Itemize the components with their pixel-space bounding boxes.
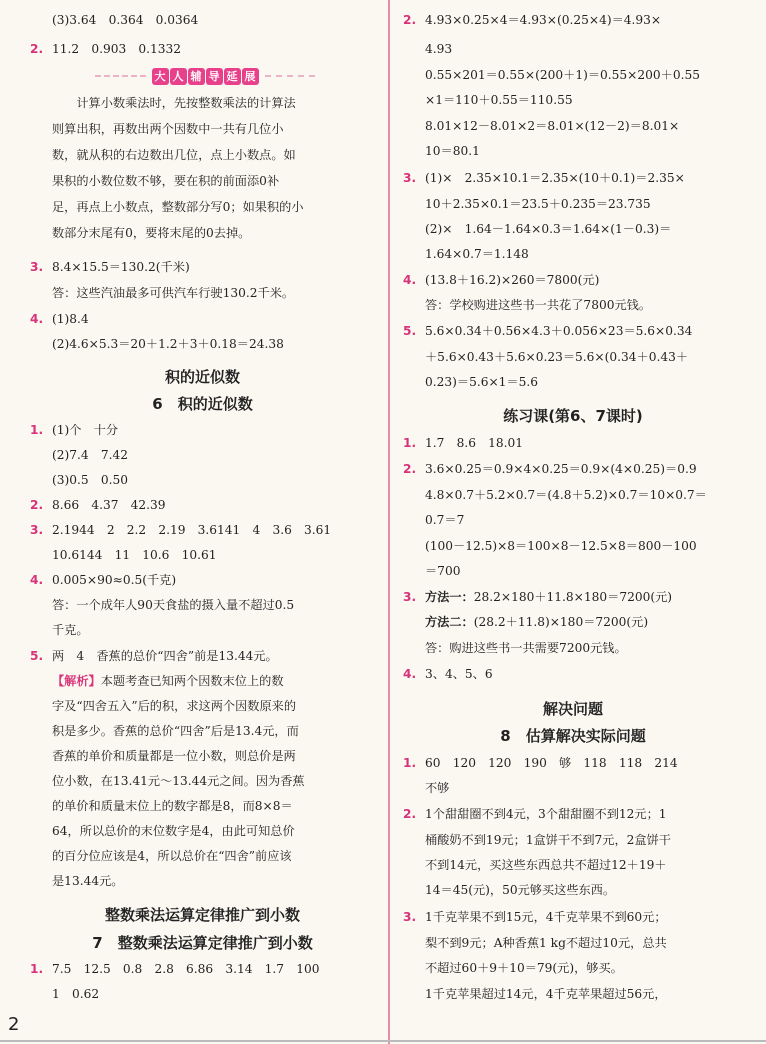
- answer-line: 3. 方法一：28.2×180＋11.8×180＝7200(元): [403, 590, 673, 604]
- answer-line: 桶酸奶不到19元；1盒饼干不到7元，2盒饼干: [425, 833, 671, 847]
- answer-line: 5. 5.6×0.34＋0.56×4.3＋0.056×23＝5.6×0.34: [403, 324, 693, 338]
- tip-paragraph: 数，就从积的右边数出几位，点上小数点。如: [52, 148, 296, 162]
- analysis-line: 的单价和质量末位上的数字都是8，而8×8＝: [52, 799, 293, 813]
- lesson-title: 8 估算解决实际问题: [500, 727, 646, 745]
- answer-line: 1千克苹果超过14元，4千克苹果超过56元，: [425, 987, 667, 1001]
- analysis-tag: 【解析】: [52, 674, 101, 688]
- analysis-line: 积是多少。香蕉的总价“四舍”后是13.4元，而: [52, 724, 299, 738]
- answer-line: 方法二：(28.2＋11.8)×180＝7200(元): [425, 615, 649, 629]
- answer-line: (3)0.5 0.50: [52, 473, 128, 487]
- answer-line: 1. 7.5 12.5 0.8 2.8 6.86 3.14 1.7 100: [30, 962, 320, 976]
- answer-line: ×1＝110＋0.55＝110.55: [425, 93, 573, 107]
- answer-line: 3. 2.1944 2 2.2 2.19 3.6141 4 3.6 3.61: [30, 523, 332, 537]
- answer-line: 不够: [425, 781, 450, 795]
- answer-line: 答：一个成年人90天食盐的摄入量不超过0.5: [52, 598, 295, 612]
- answer-line: 10.6144 11 10.6 10.61: [52, 548, 217, 562]
- answer-line: 3. 1千克苹果不到15元，4千克苹果不到60元；: [403, 910, 667, 924]
- tip-paragraph: 果积的小数位数不够，要在积的前面添0补: [52, 174, 280, 188]
- answer-line: 4.93: [425, 42, 453, 56]
- answer-line: 2. 3.6×0.25＝0.9×4×0.25＝0.9×(4×0.25)＝0.9: [403, 462, 697, 476]
- answer-line: 1. (1)个 十分: [30, 423, 119, 437]
- tip-paragraph: 计算小数乘法时，先按整数乘法的计算法: [52, 96, 296, 110]
- answer-line: ＋5.6×0.43＋5.6×0.23＝5.6×(0.34＋0.43＋: [425, 350, 689, 364]
- bottom-rule: [0, 1040, 766, 1042]
- answer-line: 答：购进这些书一共需要7200元钱。: [425, 641, 627, 655]
- answer-line: 3. 8.4×15.5＝130.2(千米): [30, 260, 190, 274]
- tip-paragraph: 足，再点上小数点，整数部分写0；如果积的小: [52, 200, 304, 214]
- answer-line: 梨不到9元；A种香蕉1 kg不超过10元，总共: [425, 936, 667, 950]
- answer-line: 4. (1)8.4: [30, 312, 89, 326]
- section-title: 解决问题: [542, 700, 603, 718]
- section-title: 整数乘法运算定律推广到小数: [104, 906, 300, 924]
- answer-line: 0.7＝7: [425, 513, 465, 527]
- answer-line: 0.55×201＝0.55×(200＋1)＝0.55×200＋0.55: [425, 68, 700, 82]
- tip-paragraph: 则算出积，再数出两个因数中一共有几位小: [52, 122, 284, 136]
- answer-line: 8.01×12－8.01×2＝8.01×(12－2)＝8.01×: [425, 119, 680, 133]
- analysis-line: 的百分位应该是4，所以总价在“四舍”前应该: [52, 849, 292, 863]
- analysis-line: 位小数，在13.41元～13.44元之间。因为香蕉: [52, 774, 305, 788]
- answer-line: 4. 0.005×90≈0.5(千克): [30, 573, 177, 587]
- answer-line: ＝700: [425, 564, 461, 578]
- answer-line: (3)3.64 0.364 0.0364: [52, 13, 199, 27]
- answer-line: (100－12.5)×8＝100×8－12.5×8＝800－100: [425, 539, 697, 553]
- answer-line: 10＝80.1: [425, 144, 480, 158]
- answer-line: 4. (13.8＋16.2)×260＝7800(元): [403, 273, 600, 287]
- answer-line: 4.8×0.7＋5.2×0.7＝(4.8＋5.2)×0.7＝10×0.7＝: [425, 488, 707, 502]
- answer-line: 14＝45(元)，50元够买这些东西。: [425, 883, 616, 897]
- answer-line: 2. 11.2 0.903 0.1332: [30, 38, 181, 60]
- answer-line: 10＋2.35×0.1＝23.5＋0.235＝23.735: [425, 197, 651, 211]
- section-title: 积的近似数: [164, 368, 240, 386]
- answer-line: 1. 1.7 8.6 18.01: [403, 436, 524, 450]
- lesson-title: 7 整数乘法运算定律推广到小数: [92, 934, 313, 952]
- answer-line: 千克。: [52, 623, 89, 637]
- answer-line: 不超过60＋9＋10＝79(元)，够买。: [425, 961, 623, 975]
- answer-line: 0.23)＝5.6×1＝5.6: [425, 375, 538, 389]
- lesson-title: 6 积的近似数: [152, 395, 253, 413]
- column-divider: [388, 0, 390, 1044]
- answer-line: 2. 4.93×0.25×4＝4.93×(0.25×4)＝4.93×: [403, 13, 662, 27]
- answer-line: 不到14元，买这些东西总共不超过12＋19＋: [425, 858, 667, 872]
- answer-line: 1. 60 120 120 190 够 118 118 214: [403, 756, 678, 770]
- tutor-extension-banner: 大 人 辅 导 延 展: [95, 66, 315, 86]
- analysis-line: 64，所以总价的末位数字是4，由此可知总价: [52, 824, 295, 838]
- answer-line: (2)7.4 7.42: [52, 448, 128, 462]
- analysis-line: 字及“四舍五入”后的积，求这两个因数原来的: [52, 699, 297, 713]
- answer-line: 1.64×0.7＝1.148: [425, 247, 529, 261]
- answer-line: 答：这些汽油最多可供汽车行驶130.2千米。: [52, 286, 295, 300]
- answer-line: 1 0.62: [52, 987, 100, 1001]
- answer-line: 5. 两 4 香蕉的总价“四舍”前是13.44元。: [30, 649, 278, 663]
- answer-line: 2. 8.66 4.37 42.39: [30, 498, 166, 512]
- analysis-line: 是13.44元。: [52, 874, 124, 888]
- answer-line: 3. (1)× 2.35×10.1＝2.35×(10＋0.1)＝2.35×: [403, 171, 685, 185]
- answer-line: (2)× 1.64－1.64×0.3＝1.64×(1－0.3)＝: [425, 222, 672, 236]
- answer-line: 答：学校购进这些书一共花了7800元钱。: [425, 298, 652, 312]
- analysis-line: 【解析】本题考查已知两个因数末位上的数: [52, 674, 284, 688]
- answer-line: (2)4.6×5.3＝20＋1.2＋3＋0.18＝24.38: [52, 337, 284, 351]
- tip-paragraph: 数部分末尾有0，要将末尾的0去掉。: [52, 226, 251, 240]
- practice-title: 练习课(第6、7课时): [503, 407, 643, 425]
- answer-line: 2. 1个甜甜圈不到4元，3个甜甜圈不到12元；1: [403, 807, 667, 821]
- analysis-line: 香蕉的单价和质量都是一位小数，则总价是两: [52, 749, 296, 763]
- answer-line: 4. 3、4、5、6: [403, 667, 493, 681]
- question-number: 2.: [30, 42, 44, 56]
- page-number: 2: [8, 1014, 20, 1035]
